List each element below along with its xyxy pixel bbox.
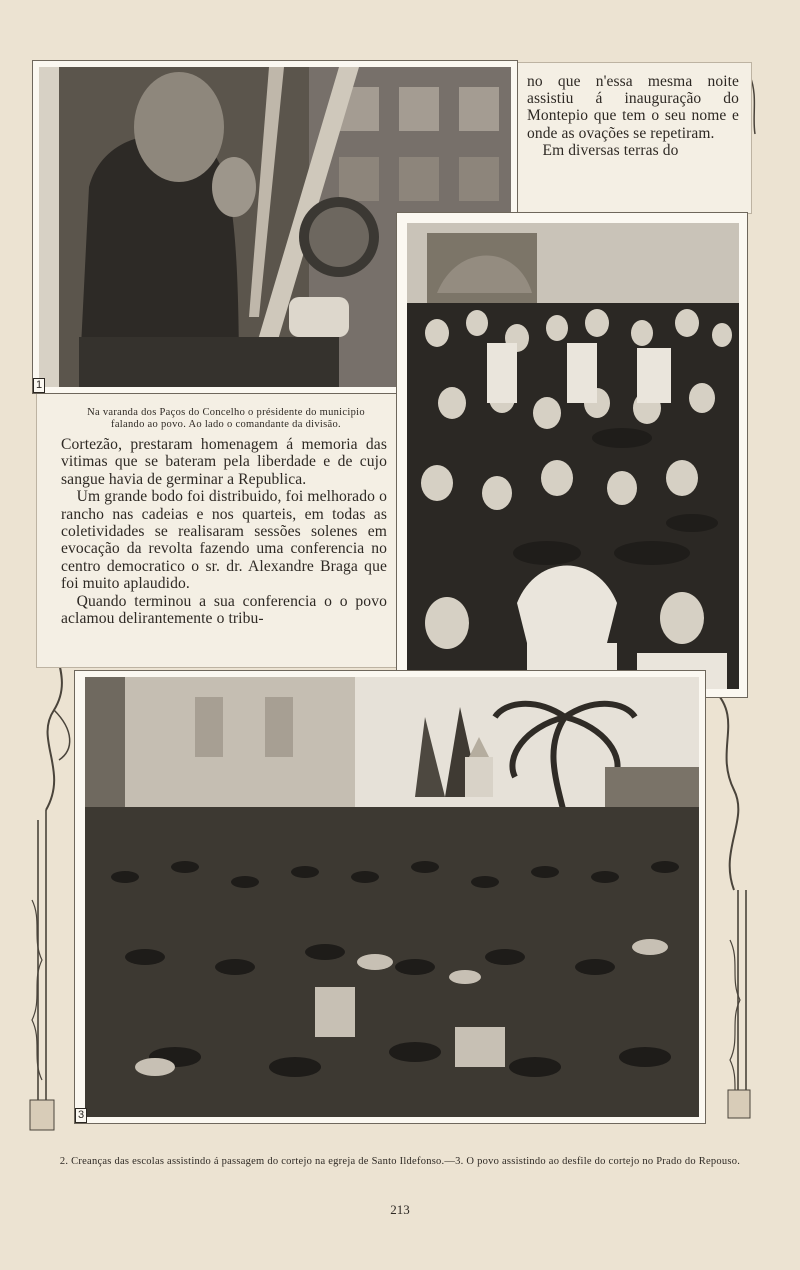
photo-crowd-square-icon bbox=[85, 677, 699, 1117]
right-ornament-border bbox=[704, 690, 756, 1130]
paragraph: Quando terminou a sua conferencia o o povo aclamou delirantemente o tribu- bbox=[61, 592, 387, 628]
main-text-box bbox=[36, 392, 398, 668]
photo-school-children-icon bbox=[407, 223, 739, 689]
top-right-text bbox=[527, 73, 739, 159]
top-right-text-box bbox=[516, 62, 752, 214]
photo-number-label: 3 bbox=[75, 1108, 87, 1123]
photo-2-frame bbox=[396, 212, 748, 698]
paragraph: Em diversas terras do bbox=[542, 141, 679, 159]
photo-3-frame bbox=[74, 670, 706, 1124]
main-text bbox=[61, 436, 387, 627]
photo-1-caption: Na varanda dos Paços do Concelho o présidente do municipio falando ao povo. Ao lado o comandante da divisão. bbox=[87, 407, 365, 430]
photo-number-label: 1 bbox=[33, 378, 45, 393]
paragraph: Cortezão, prestaram homenagem á memoria das vitimas que se bateram pela liberdade e de cujo sangue havia de germinar a Republica. bbox=[61, 436, 387, 488]
bottom-caption: 2. Creanças das escolas assistindo á passagem do cortejo na egreja de Santo Ildefonso.—3. O povo assistindo ao desfile do cortejo no Prado do Repouso. bbox=[59, 1156, 741, 1167]
paragraph: no que n'essa mesma noite assistiu á inauguração do Montepio que tem o seu nome e onde as ovações se repetiram. bbox=[527, 73, 739, 142]
paragraph: Um grande bodo foi distribuido, foi melhorado o rancho nas cadeias e nos quarteis, em todas as coletividades se realisaram sessões solenes em evocação da revolta fazendo uma conferencia no centro democratico o sr. dr. Alexandre Braga que foi muito aplaudido. bbox=[61, 488, 387, 593]
page-number: 213 bbox=[390, 1202, 410, 1217]
